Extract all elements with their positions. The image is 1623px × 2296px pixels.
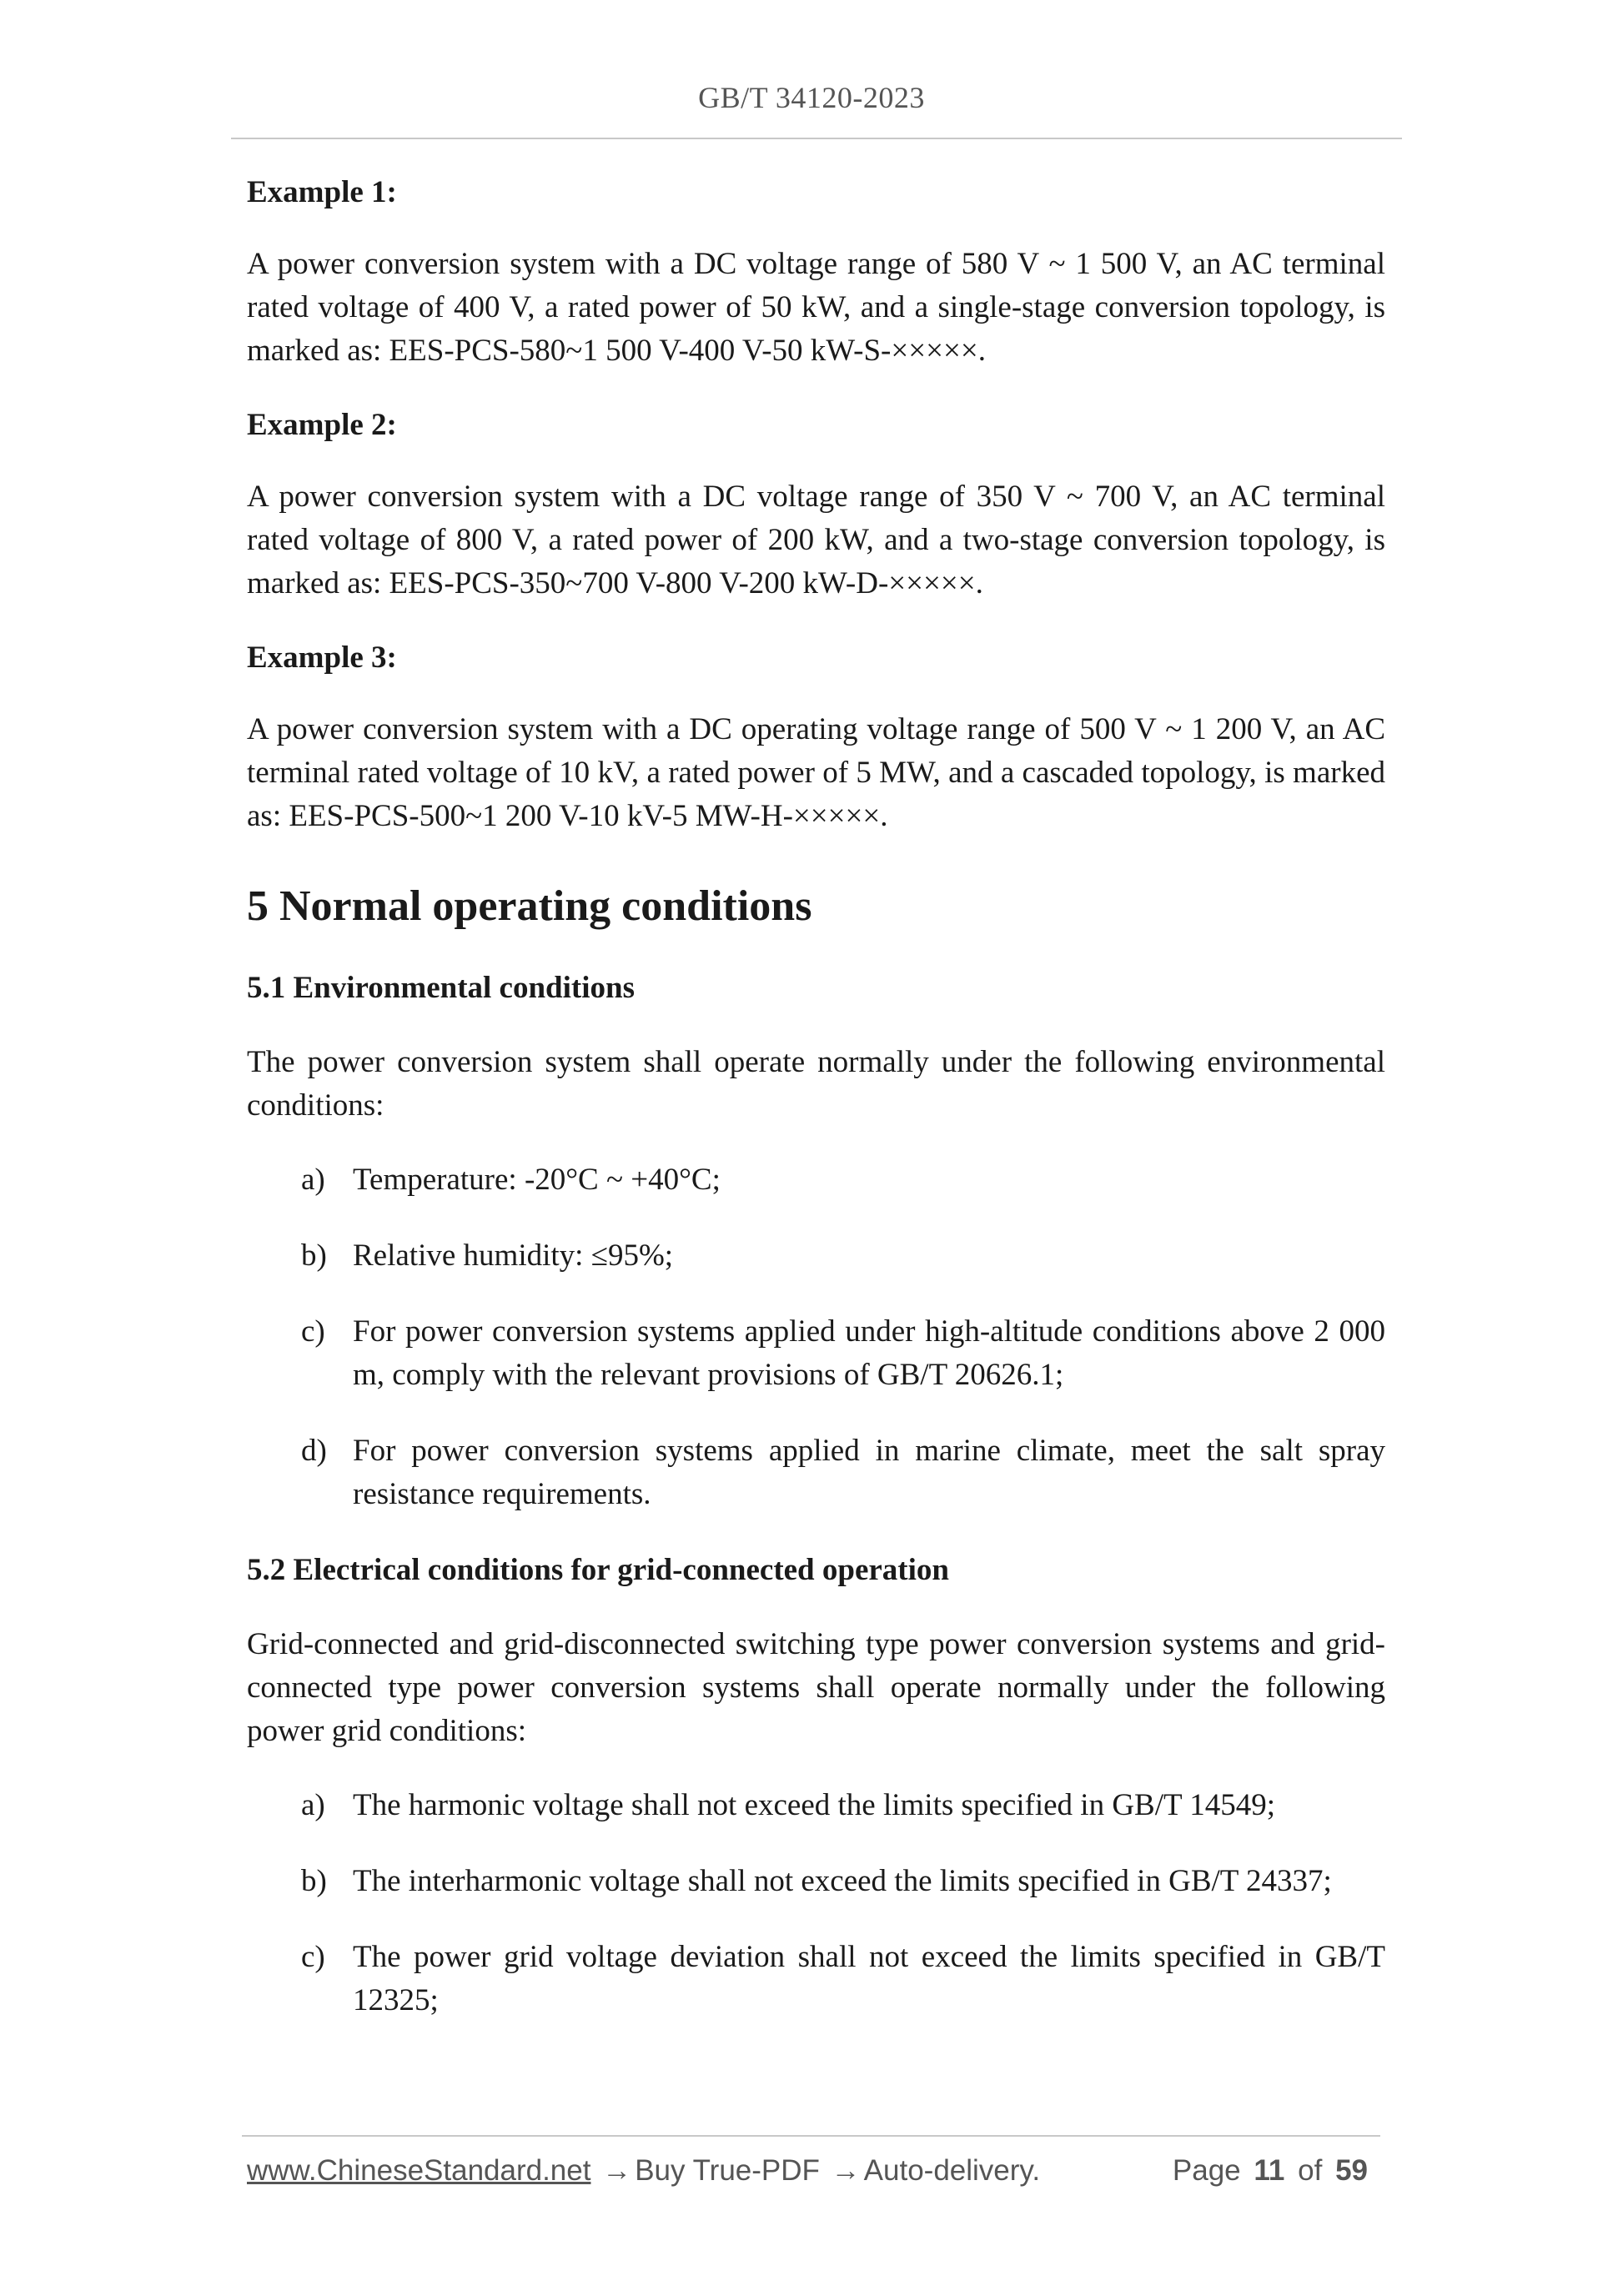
example-1-label: Example 1:: [247, 175, 397, 209]
page-label: Page: [1172, 2154, 1241, 2187]
list-item: [247, 1784, 1385, 1827]
buy-text: Buy True-PDF: [635, 2154, 820, 2187]
list-item: [247, 1158, 1385, 1202]
list-marker: d): [301, 1434, 327, 1468]
footer-divider: [242, 2135, 1380, 2137]
list-item: [247, 1234, 1385, 1278]
section-5-1-intro: The power conversion system shall operate normally under the following environmental conditions:: [247, 1045, 1385, 1123]
list-item-text: For power conversion systems applied under high-altitude conditions above 2 000 m, comply with the relevant provisions of GB/T 20626.1;: [353, 1314, 1385, 1392]
total-page-number: 59: [1335, 2154, 1368, 2187]
section-5-1-heading: 5.1 Environmental conditions: [247, 971, 635, 1005]
list-item: [247, 1310, 1385, 1397]
page-number: [1173, 2154, 1373, 2188]
section-5-2-heading: 5.2 Electrical conditions for grid-connected operation: [247, 1553, 949, 1587]
page-content: [247, 171, 1385, 2055]
delivery-text: Auto-delivery.: [863, 2154, 1041, 2187]
section-5-2-list: [247, 1784, 1385, 2022]
list-item-text: The power grid voltage deviation shall not exceed the limits specified in GB/T 12325;: [353, 1940, 1385, 2017]
list-item-text: The harmonic voltage shall not exceed the limits specified in GB/T 14549;: [353, 1788, 1275, 1822]
example-1-text: A power conversion system with a DC voltage range of 580 V ~ 1 500 V, an AC terminal rated voltage of 400 V, a rated power of 50 kW, and a single-stage conversion topology, is marked as: EES-PCS-580~1 500 V-400 V-50 kW-S-×××××.: [247, 247, 1385, 368]
website-link[interactable]: www.ChineseStandard.net: [247, 2154, 591, 2187]
header-doc-id: GB/T 34120-2023: [698, 81, 925, 114]
list-item: [247, 1429, 1385, 1516]
list-marker: b): [301, 1238, 327, 1273]
section-5-2-intro: Grid-connected and grid-disconnected switching type power conversion systems and grid-connected type power conversion systems shall operate normally under the following power grid conditions:: [247, 1627, 1385, 1748]
list-item: [247, 1860, 1385, 1903]
section-5-heading: 5 Normal operating conditions: [247, 882, 812, 930]
list-marker: c): [301, 1940, 325, 1974]
list-marker: b): [301, 1864, 327, 1898]
list-item-text: Relative humidity: ≤95%;: [353, 1238, 674, 1273]
list-item-text: The interharmonic voltage shall not exceed the limits specified in GB/T 24337;: [353, 1864, 1332, 1898]
list-item-text: For power conversion systems applied in marine climate, meet the salt spray resistance requirements.: [353, 1434, 1385, 1511]
example-2-label: Example 2:: [247, 408, 397, 442]
page-footer: [247, 2154, 1373, 2196]
list-item-text: Temperature: -20°C ~ +40°C;: [353, 1163, 721, 1197]
footer-promo: [247, 2154, 1040, 2188]
page-of-label: of: [1298, 2154, 1323, 2187]
arrow-right-icon: →: [602, 2154, 632, 2187]
section-5-1-list: [247, 1158, 1385, 1516]
list-marker: a): [301, 1163, 325, 1197]
list-item: [247, 1936, 1385, 2022]
example-2-text: A power conversion system with a DC voltage range of 350 V ~ 700 V, an AC terminal rated voltage of 800 V, a rated power of 200 kW, and a two-stage conversion topology, is marked as: EES-PCS-350~700 V-800 V-200 kW-D-×××××.: [247, 480, 1385, 600]
example-3-label: Example 3:: [247, 641, 397, 675]
example-3-text: A power conversion system with a DC operating voltage range of 500 V ~ 1 200 V, an AC terminal rated voltage of 10 kV, a rated power of 5 MW, and a cascaded topology, is marked as: EES-PCS-500~1 200 V-10 kV-5 MW-H-×××××.: [247, 712, 1385, 833]
list-marker: a): [301, 1788, 325, 1822]
arrow-right-icon: →: [831, 2154, 861, 2187]
current-page-number: 11: [1254, 2154, 1285, 2187]
header-divider: [231, 138, 1402, 139]
list-marker: c): [301, 1314, 325, 1349]
